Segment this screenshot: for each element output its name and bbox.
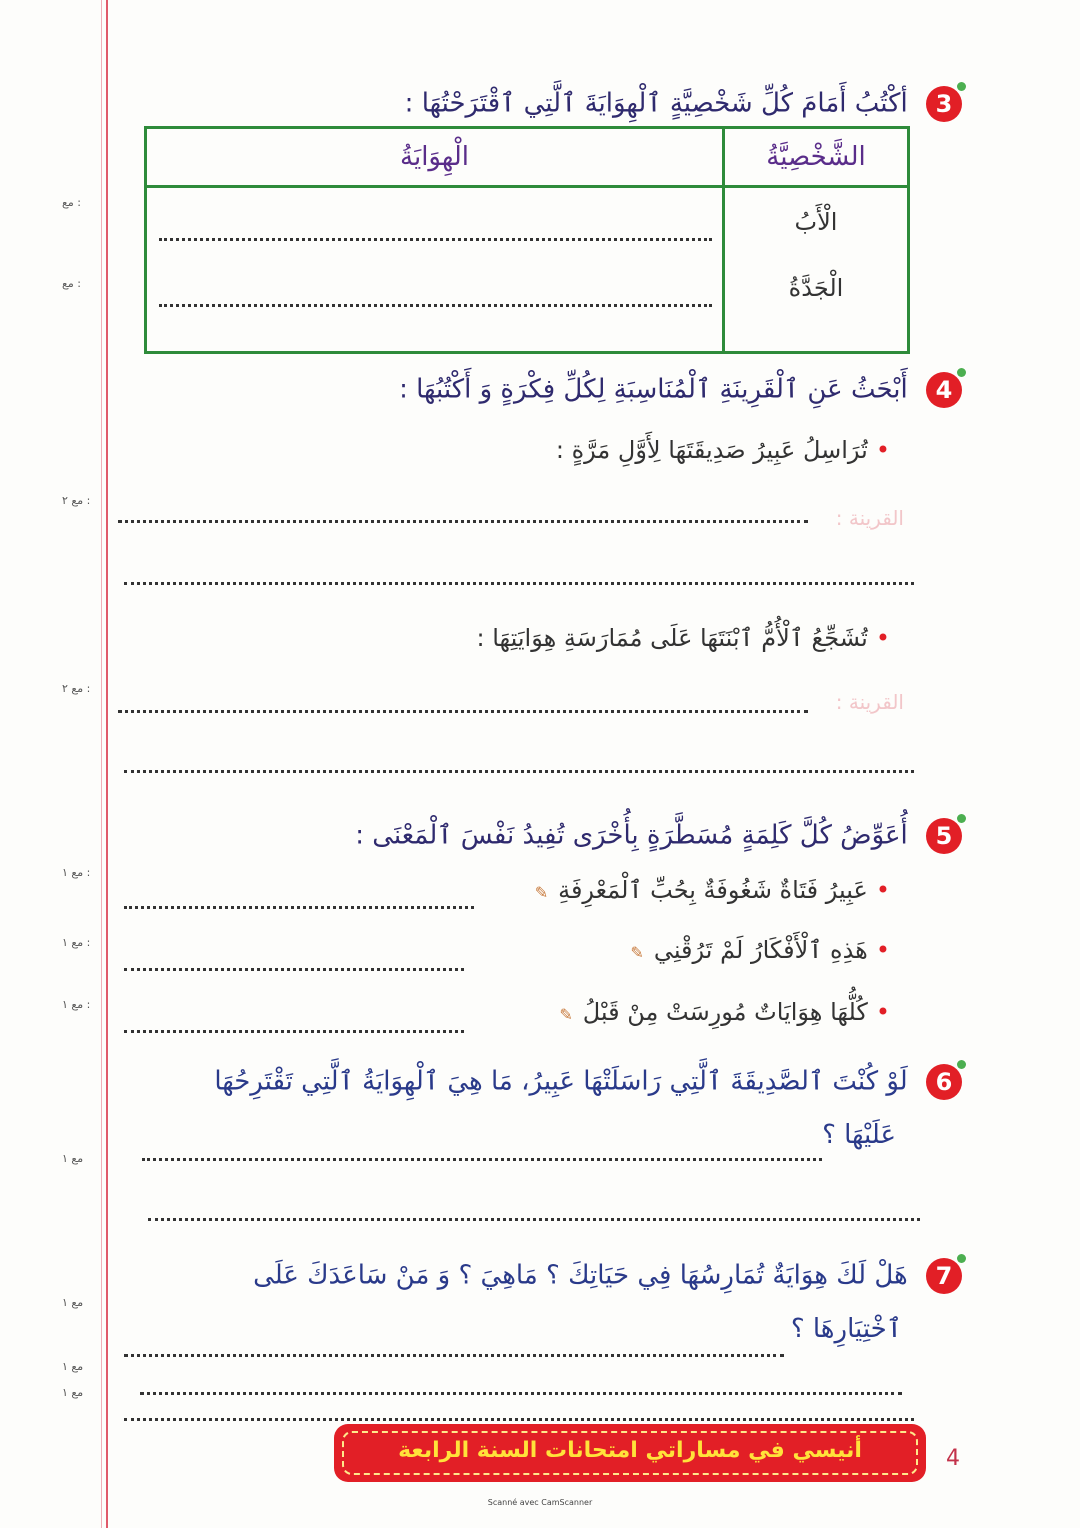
question-7-line-1: هَلْ لَكَ هِوَايَةٌ تُمَارِسُهَا فِي حَيَاتِكَ ؟ مَاهِيَ ؟ وَ مَنْ سَاعَدَكَ عَلَى	[253, 1260, 908, 1291]
q4-answer-line-1b[interactable]	[124, 582, 914, 585]
q6-answer-line-2[interactable]	[148, 1218, 920, 1221]
answer-line-father[interactable]	[159, 238, 712, 241]
mark-q5-2: مع ١ :	[62, 936, 91, 949]
question-3-prompt: أكْتُبُ أَمَامَ كُلِّ شَخْصِيَّةٍ ٱلْهِوَايَةَ ٱلَّتِي ٱقْتَرَحْتُهَا :	[404, 88, 908, 119]
q5-answer-line-1[interactable]	[124, 906, 474, 909]
question-6-badge: 6	[926, 1064, 962, 1100]
row-grandmother: الْجَدَّةُ	[788, 274, 844, 302]
q4-answer-line-2a[interactable]	[118, 710, 808, 713]
mark-q7-1: مع ١	[62, 1296, 84, 1309]
mark-q4-1: مع ٢ :	[62, 494, 91, 507]
bullet-icon: •	[875, 936, 890, 964]
question-3	[405, 86, 962, 122]
question-4-badge: 4	[926, 372, 962, 408]
handwriting-mark-icon: ✎	[630, 943, 644, 962]
q7-answer-line-3[interactable]	[124, 1418, 914, 1421]
footer-banner	[334, 1424, 926, 1482]
question-6	[214, 1064, 962, 1100]
q4-answer-line-2b[interactable]	[124, 770, 914, 773]
bullet-icon: •	[875, 998, 890, 1026]
header-character: الشَّخْصِيَّةُ	[724, 128, 909, 187]
header-hobby: الْهِوَايَةُ	[146, 128, 724, 187]
question-3-badge: 3	[926, 86, 962, 122]
mark-q7-3: مع ١	[62, 1386, 84, 1399]
q5-item-3: •كُلُّهَا هِوَايَاتٌ مُورِسَتْ مِنْ قَبْلُ✎	[559, 998, 890, 1026]
q7-answer-line-1[interactable]	[124, 1354, 784, 1357]
question-6-line-2: عَلَيْهَا ؟	[822, 1120, 896, 1150]
question-5	[355, 818, 962, 854]
mark-q4-2: مع ٢ :	[62, 682, 91, 695]
q4-item-2: •تُشَجِّعُ ٱلْأُمُّ ٱبْنَتَهَا عَلَى مُمَارَسَةِ هِوَايَتِهَا :	[476, 624, 890, 652]
bullet-icon: •	[875, 876, 890, 904]
margin-rule	[106, 0, 108, 1528]
scan-note: Scanné avec CamScanner	[487, 1498, 593, 1507]
hobby-table	[144, 126, 910, 354]
bullet-icon: •	[875, 624, 890, 652]
q4-answer-line-1a[interactable]	[118, 520, 808, 523]
q7-answer-line-2[interactable]	[140, 1392, 902, 1395]
mark-q6: مع ١	[62, 1152, 84, 1165]
mark-q3-1: مع :	[62, 196, 81, 209]
question-7	[253, 1258, 962, 1294]
question-7-line-2: ٱخْتِيَارِهَا ؟	[790, 1314, 902, 1344]
mark-q5-1: مع ١ :	[62, 866, 91, 879]
question-6-line-1: لَوْ كُنْتَ ٱلصَّدِيقَةَ ٱلَّتِي رَاسَلَتْهَا عَبِيرُ، مَا هِيَ ٱلْهِوَايَةُ ٱلَّتِي تَقْتَرِحُهَا	[214, 1066, 908, 1097]
mark-q7-2: مع ١	[62, 1360, 84, 1373]
characters-cell	[724, 187, 909, 353]
q4-label-2: القرينة :	[835, 690, 904, 714]
bullet-icon: •	[875, 436, 890, 464]
question-5-badge: 5	[926, 818, 962, 854]
handwriting-mark-icon: ✎	[559, 1005, 573, 1024]
page-number: 4	[946, 1446, 960, 1471]
q6-answer-line-1[interactable]	[142, 1158, 822, 1161]
q5-item-1: •عَبِيرُ فَتَاةٌ شَغُوفَةٌ بِحُبِّ ٱلْمَعْرِفَةِ✎	[534, 876, 890, 904]
answer-line-grandmother[interactable]	[159, 304, 712, 307]
footer-banner-text: أنيسي في مساراتي امتحانات السنة الرابعة	[398, 1438, 862, 1463]
mark-q3-2: مع :	[62, 277, 81, 290]
question-4-prompt: أَبْحَثُ عَنِ ٱلْقَرِينَةِ ٱلْمُنَاسِبَةِ لِكُلِّ فِكْرَةٍ وَ أَكْتُبُهَا :	[399, 374, 908, 405]
row-father: الْأَبُ	[794, 208, 838, 236]
question-5-prompt: أُعَوِّضُ كُلَّ كَلِمَةٍ مُسَطَّرَةٍ بِأُخْرَى تُفِيدُ نَفْسَ ٱلْمَعْنَى :	[355, 820, 908, 851]
q5-answer-line-3[interactable]	[124, 1030, 464, 1033]
q5-item-2: •هَذِهِ ٱلْأَفْكَارُ لَمْ تَرُقْنِي✎	[630, 936, 890, 964]
handwriting-mark-icon: ✎	[534, 883, 549, 902]
q4-label-1: القرينة :	[835, 506, 904, 530]
mark-q5-3: مع ١ :	[62, 998, 91, 1011]
q5-answer-line-2[interactable]	[124, 968, 464, 971]
q4-item-1: •تُرَاسِلُ عَبِيرُ صَدِيقَتَهَا لِأَوَّلِ مَرَّةٍ :	[555, 436, 890, 464]
margin-rule-light	[101, 0, 102, 1528]
question-4	[399, 372, 962, 408]
hobby-answers-cell	[146, 187, 724, 353]
question-7-badge: 7	[926, 1258, 962, 1294]
